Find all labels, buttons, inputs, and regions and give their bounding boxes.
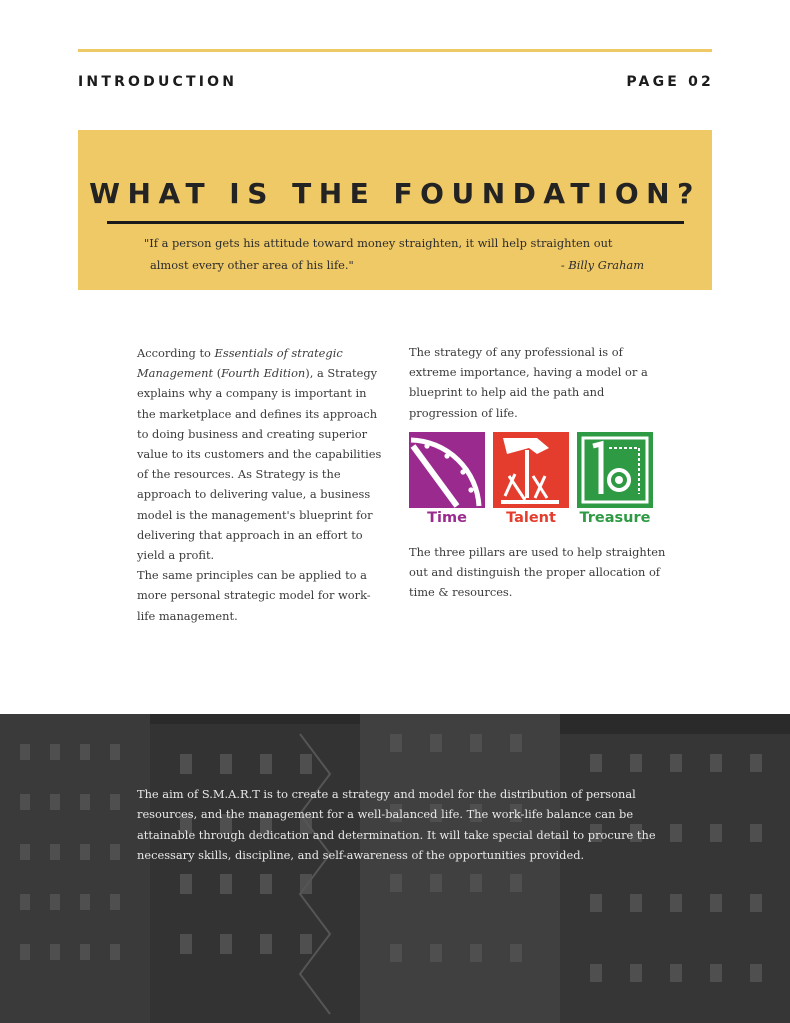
pillar-treasure <box>577 432 653 530</box>
left-paragraph-2: The same principles can be applied to a more personal strategic model for work-life management. <box>137 568 371 623</box>
quote-line-1: "If a person gets his attitude toward money straighten, it will help straighten out <box>144 236 613 250</box>
hammer-icon <box>493 432 569 508</box>
title-underline <box>107 221 684 224</box>
pillar-time-label: Time <box>427 510 467 526</box>
book-edition: Fourth Edition <box>221 366 306 381</box>
quote-line-2: almost every other area of his life." <box>150 258 354 272</box>
left-body-text: ), a Strategy explains why a company is important in the marketplace and defines its approach to doing business and creating superior value to its customers and the capabilities of the resources. As Strategy is the approach to delivering value, a business model is the management's blueprint for delivering that approach in an effort to yield a profit. <box>137 366 382 563</box>
building-photo <box>0 714 790 1023</box>
pillar-time <box>409 432 485 530</box>
quote-author: - Billy Graham <box>560 258 644 272</box>
intro-text: According to <box>137 346 215 360</box>
pillar-talent <box>493 432 569 530</box>
section-label: INTRODUCTION <box>78 74 238 90</box>
right-paragraph-1: The strategy of any professional is of extreme importance, having a model or a blueprint to help aid the path and progression of life. <box>409 345 648 420</box>
pillar-treasure-label: Treasure <box>579 510 651 526</box>
aim-paragraph: The aim of S.M.A.R.T is to create a strategy and model for the distribution of personal resources, and the management for a well-balanced life. The work-life balance can be attainable through dedication and determination. It will take special detail to procure the necessary skills, discipline, and self-awareness of the opportunities provided. <box>137 787 656 863</box>
left-paragraph-1 <box>137 343 387 565</box>
right-column <box>409 342 671 423</box>
book-title: Essentials of strategic Management <box>137 346 343 381</box>
top-accent-rule <box>78 49 712 52</box>
edition-open: ( <box>213 366 222 381</box>
left-column <box>137 343 387 626</box>
pillar-talent-label: Talent <box>506 510 556 526</box>
clock-icon <box>409 432 485 508</box>
page-title: WHAT IS THE FOUNDATION? <box>89 177 701 210</box>
title-banner <box>78 130 712 290</box>
page-number: PAGE 02 <box>626 74 714 90</box>
three-pillars-graphic <box>409 432 653 530</box>
money-icon <box>577 432 653 508</box>
pillars-explanation: The three pillars are used to help straighten out and distinguish the proper allocation of time & resources. <box>409 545 666 600</box>
